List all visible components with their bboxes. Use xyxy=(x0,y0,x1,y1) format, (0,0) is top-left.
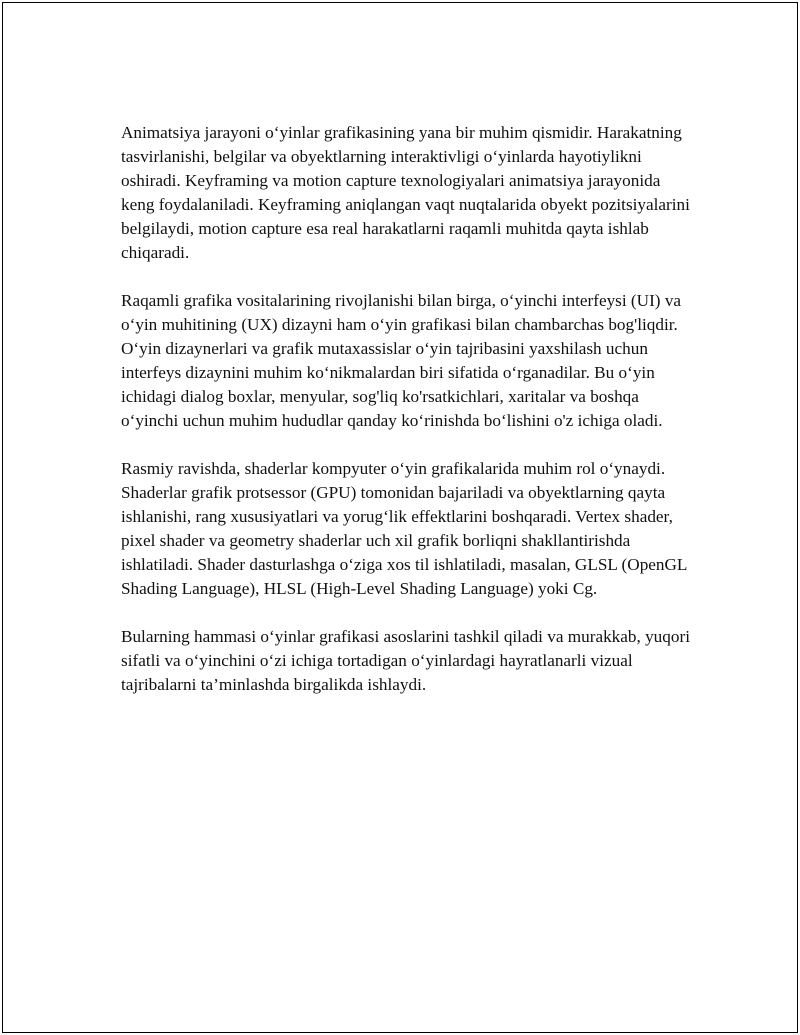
document-body xyxy=(121,121,691,721)
paragraph-shaders: Rasmiy ravishda, shaderlar kompyuter o‘yin grafikalarida muhim rol o‘ynaydi. Shaderlar grafik protsessor (GPU) tomonidan bajariladi va obyektlarning qayta ishlanishi, rang xususiyatlari va yorug‘lik effektlarini boshqaradi. Vertex shader, pixel shader va geometry shaderlar uch xil grafik borliqni shakllantirishda ishlatiladi. Shader dasturlashga o‘ziga xos til ishlatiladi, masalan, GLSL (OpenGL Shading Language), HLSL (High-Level Shading Language) yoki Cg. xyxy=(121,459,687,598)
page-frame xyxy=(2,2,798,1033)
paragraph-animation: Animatsiya jarayoni o‘yinlar grafikasining yana bir muhim qismidir. Harakatning tasvirlanishi, belgilar va obyektlarning interaktivligi o‘yinlarda hayotiylikni oshiradi. Keyframing va motion capture texnologiyalari animatsiya jarayonida keng foydalaniladi. Keyframing aniqlangan vaqt nuqtalarida obyekt pozitsiyalarini belgilaydi, motion capture esa real harakatlarni raqamli muhitda qayta ishlab chiqaradi. xyxy=(121,123,690,262)
paragraph-ui-ux: Raqamli grafika vositalarining rivojlanishi bilan birga, o‘yinchi interfeysi (UI) va o‘yin muhitining (UX) dizayni ham o‘yin grafikasi bilan chambarchas bog'liqdir. O‘yin dizaynerlari va grafik mutaxassislar o‘yin tajribasini yaxshilash uchun interfeys dizaynini muhim ko‘nikmalardan biri sifatida o‘rganadilar. Bu o‘yin ichidagi dialog boxlar, menyular, sog'liq ko'rsatkichlari, xaritalar va boshqa o‘yinchi uchun muhim hududlar qanday ko‘rinishda bo‘lishini o'z ichiga oladi. xyxy=(121,291,682,430)
paragraph-conclusion: Bularning hammasi o‘yinlar grafikasi asoslarini tashkil qiladi va murakkab, yuqori sifatli va o‘yinchini o‘zi ichiga tortadigan o‘yinlardagi hayratlanarli vizual tajribalarni ta’minlashda birgalikda ishlaydi. xyxy=(121,627,690,694)
